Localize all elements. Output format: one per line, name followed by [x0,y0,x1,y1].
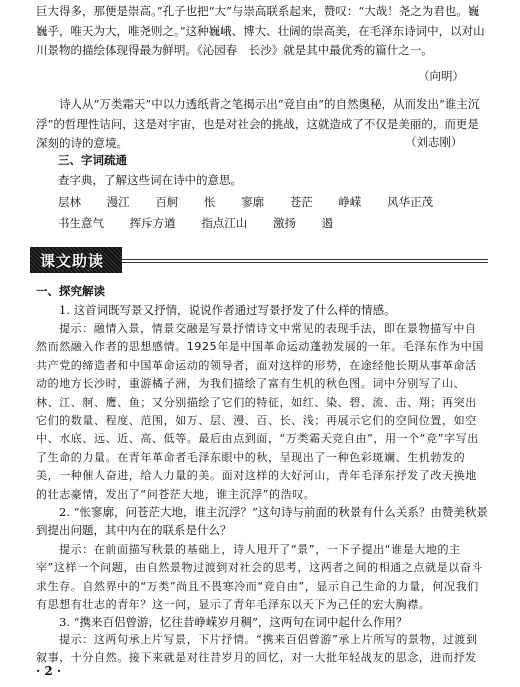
vocab-word: 激扬 [272,216,296,230]
vocab-row-1 [58,194,445,210]
vocab-word: 寥廓 [241,195,265,209]
vocab-word: 苍茫 [289,195,313,209]
poem-analysis-paragraph: 诗人从“万类霜天”中以力透纸背之笔揭示出“竞自由”的自然奥秘，从而发出“谁主沉浮”的哲理性诘问，这是对宇宙，也是对社会的挑战，这就造成了不仅是美丽的，而更是深刻的诗的意境。 [36,97,480,151]
vocab-word: 峥嵘 [338,195,362,209]
intro-paragraph: 巨大得多，那便是崇高。”孔子也把“大”与崇高联系起来，赞叹：“大哉！尧之为君也。巍巍乎，唯天为大，唯尧则之。”这种巍峨、博大、壮阔的崇高美，在毛泽东诗词中，以对山川景物的描绘体现得最为鲜明。《沁园春 长沙》就是其中最优秀的篇什之一。 [36,4,485,58]
section-three-title: 三、字词疏通 [58,153,127,167]
question-3: 3. “携来百侣曾游，忆往昔峥嵘岁月稠”，这两句在词中起什么作用？ [59,615,408,629]
attribution-liuzhigang: （刘志刚） [405,135,463,149]
question-1: 1. 这首词既写景又抒情，说说作者通过写景抒发了什么样的情感。 [59,303,396,317]
vocab-word: 挥斥方遒 [129,216,176,230]
banner-title: 课文助读 [40,252,105,270]
banner-rule [122,259,488,260]
section-three-instruction: 查字典，了解这些词在诗中的意思。 [58,173,242,187]
vocab-word: 风华正茂 [387,195,434,209]
vocab-word: 百舸 [155,195,179,209]
vocab-word: 怅 [203,195,216,209]
vocab-row-2 [58,215,345,231]
answer-1: 提示：融情入景，情景交融是写景抒情诗文中常见的表现手法，即在景物描写中自然而然融入作者的思想感情。1925年是中国革命运动蓬勃发展的一年。毛泽东作为中国共产党的缔造者和中国革命运动的领导者，面对这样的形势，在途经他长期从事革命活动的地方长沙时，重游橘子洲，为我们描绘了富有生机的秋色图。词中分别写了山、林、江、舸、鹰、鱼；又分别描绘了它们的特征，如红、染、碧、流、击、翔；再突出它们的数量、程度、范围，如万、层、漫、百、长、浅；再展示它们的空间位置，如空中、水底、远、近、高、低等。最后由点到面，“万类霜天竞自由”，用一个“竞”字写出了生命的力量。在青年革命者毛泽东眼中的秋，呈现出了一种色彩斑斓、生机勃发的美，一种催人奋进，给人力量的美。面对这样的大好河山，青年毛泽东抒发了改天换地的壮志豪情，发出了“问苍茫大地，谁主沉浮”的浩叹。 [36,322,484,501]
vocab-word: 遏 [321,216,334,230]
banner-rule [122,262,488,263]
vocab-word: 层林 [58,195,81,209]
section-banner [30,247,488,273]
question-2: 2. “怅寥廓，问苍茫大地，谁主沉浮？”这句诗与前面的秋景有什么关系？由赞美秋景到提出问题，其中内在的联系是什么？ [36,505,488,538]
answer-2: 提示：在前面描写秋景的基础上，诗人甩开了“景”，一下子提出“谁是大地的主宰”这样一个问题，由自然景物过渡到对社会的思考，这两者之间的相通之点就是以奋斗求生存。自然界中的“万类”尚且不畏寒冷而“竞自由”，显示自己生命的力量，何况我们有思想有壮志的青年？这一问，显示了青年毛泽东以天下为己任的宏大胸襟。 [36,543,484,612]
vocab-word: 指点江山 [201,216,248,230]
vocab-word: 书生意气 [58,216,104,230]
part-one-title: 一、探究解读 [36,284,105,298]
page-number: · 2 · [36,664,62,678]
answer-3: 提示：这两句承上片写景，下片抒情。“携来百侣曾游”承上片所写的景物，过渡到叙事，十分自然。接下来就是对往昔岁月的回忆，对一大批年轻战友的思念，进而抒发 [36,633,478,665]
attribution-xiangming: （向明） [418,69,464,83]
vocab-word: 漫江 [106,195,130,209]
